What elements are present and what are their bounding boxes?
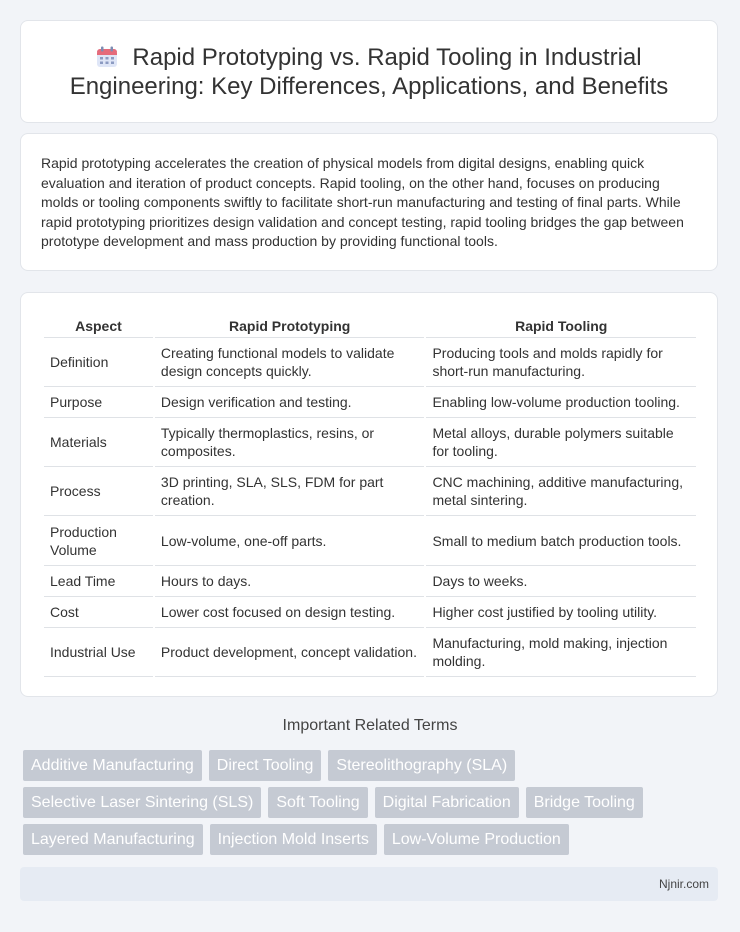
row-tooling: Metal alloys, durable polymers suitable for tooling.: [426, 418, 696, 467]
row-aspect: Purpose: [44, 387, 153, 418]
table-row: [44, 467, 696, 516]
table-row: [44, 597, 696, 628]
term-tag[interactable]: Selective Laser Sintering (SLS): [23, 787, 261, 818]
comparison-table: [42, 315, 698, 677]
table-row: [44, 338, 696, 387]
related-terms-row: [23, 787, 643, 818]
row-prototyping: Low-volume, one-off parts.: [155, 516, 425, 566]
intro-text: Rapid prototyping accelerates the creation of physical models from digital designs, enabling quick evaluation and iteration of product concepts. Rapid tooling, on the other hand, focuses on producing molds or tooling components swiftly to facilitate short-run manufacturing and testing of final parts. While rapid prototyping prioritizes design validation and concept testing, rapid tooling bridges the gap between prototype development and mass production by providing functional tools.: [41, 155, 684, 250]
header-rapid-tooling: Rapid Tooling: [426, 315, 696, 338]
row-tooling: Small to medium batch production tools.: [426, 516, 696, 566]
footer: [20, 867, 718, 901]
related-terms-row: [23, 750, 515, 781]
related-terms-heading: Important Related Terms: [282, 717, 458, 734]
footer-site-link[interactable]: Njnir.com: [658, 877, 709, 891]
term-tag[interactable]: Stereolithography (SLA): [328, 750, 515, 781]
table-row: [44, 628, 696, 677]
row-aspect: Production Volume: [44, 516, 153, 566]
row-tooling: Higher cost justified by tooling utility.: [426, 597, 696, 628]
term-tag[interactable]: Injection Mold Inserts: [210, 824, 377, 855]
row-aspect: Industrial Use: [44, 628, 153, 677]
table-header-row: [44, 315, 696, 338]
page-title: [21, 21, 717, 101]
row-prototyping: Creating functional models to validate design concepts quickly.: [155, 338, 425, 387]
row-prototyping: Typically thermoplastics, resins, or composites.: [155, 418, 425, 467]
row-prototyping: Hours to days.: [155, 566, 425, 597]
term-tag[interactable]: Layered Manufacturing: [23, 824, 203, 855]
row-prototyping: 3D printing, SLA, SLS, FDM for part creation.: [155, 467, 425, 516]
table-row: [44, 418, 696, 467]
title-line-2: Engineering: Key Differences, Applications, and Benefits: [69, 73, 669, 100]
row-tooling: Days to weeks.: [426, 566, 696, 597]
row-prototyping: Product development, concept validation.: [155, 628, 425, 677]
term-tag[interactable]: Low-Volume Production: [384, 824, 569, 855]
row-aspect: Definition: [44, 338, 153, 387]
table-row: [44, 566, 696, 597]
row-aspect: Cost: [44, 597, 153, 628]
row-tooling: Manufacturing, mold making, injection molding.: [426, 628, 696, 677]
title-line-1: Rapid Prototyping vs. Rapid Tooling in Industrial: [132, 44, 642, 71]
title-card: [20, 20, 718, 123]
row-tooling: Producing tools and molds rapidly for short-run manufacturing.: [426, 338, 696, 387]
term-tag[interactable]: Direct Tooling: [209, 750, 322, 781]
row-aspect: Process: [44, 467, 153, 516]
term-tag[interactable]: Bridge Tooling: [526, 787, 643, 818]
term-tag[interactable]: Soft Tooling: [268, 787, 367, 818]
row-tooling: Enabling low-volume production tooling.: [426, 387, 696, 418]
related-terms-row: [23, 824, 569, 855]
term-tag[interactable]: Digital Fabrication: [375, 787, 519, 818]
header-rapid-prototyping: Rapid Prototyping: [155, 315, 425, 338]
intro-card: [20, 133, 718, 271]
comparison-card: [20, 292, 718, 697]
table-row: [44, 387, 696, 418]
table-row: [44, 516, 696, 566]
header-aspect: Aspect: [44, 315, 153, 338]
calendar-icon: [96, 46, 118, 68]
row-tooling: CNC machining, additive manufacturing, metal sintering.: [426, 467, 696, 516]
row-prototyping: Design verification and testing.: [155, 387, 425, 418]
row-aspect: Lead Time: [44, 566, 153, 597]
row-prototyping: Lower cost focused on design testing.: [155, 597, 425, 628]
row-aspect: Materials: [44, 418, 153, 467]
term-tag[interactable]: Additive Manufacturing: [23, 750, 202, 781]
